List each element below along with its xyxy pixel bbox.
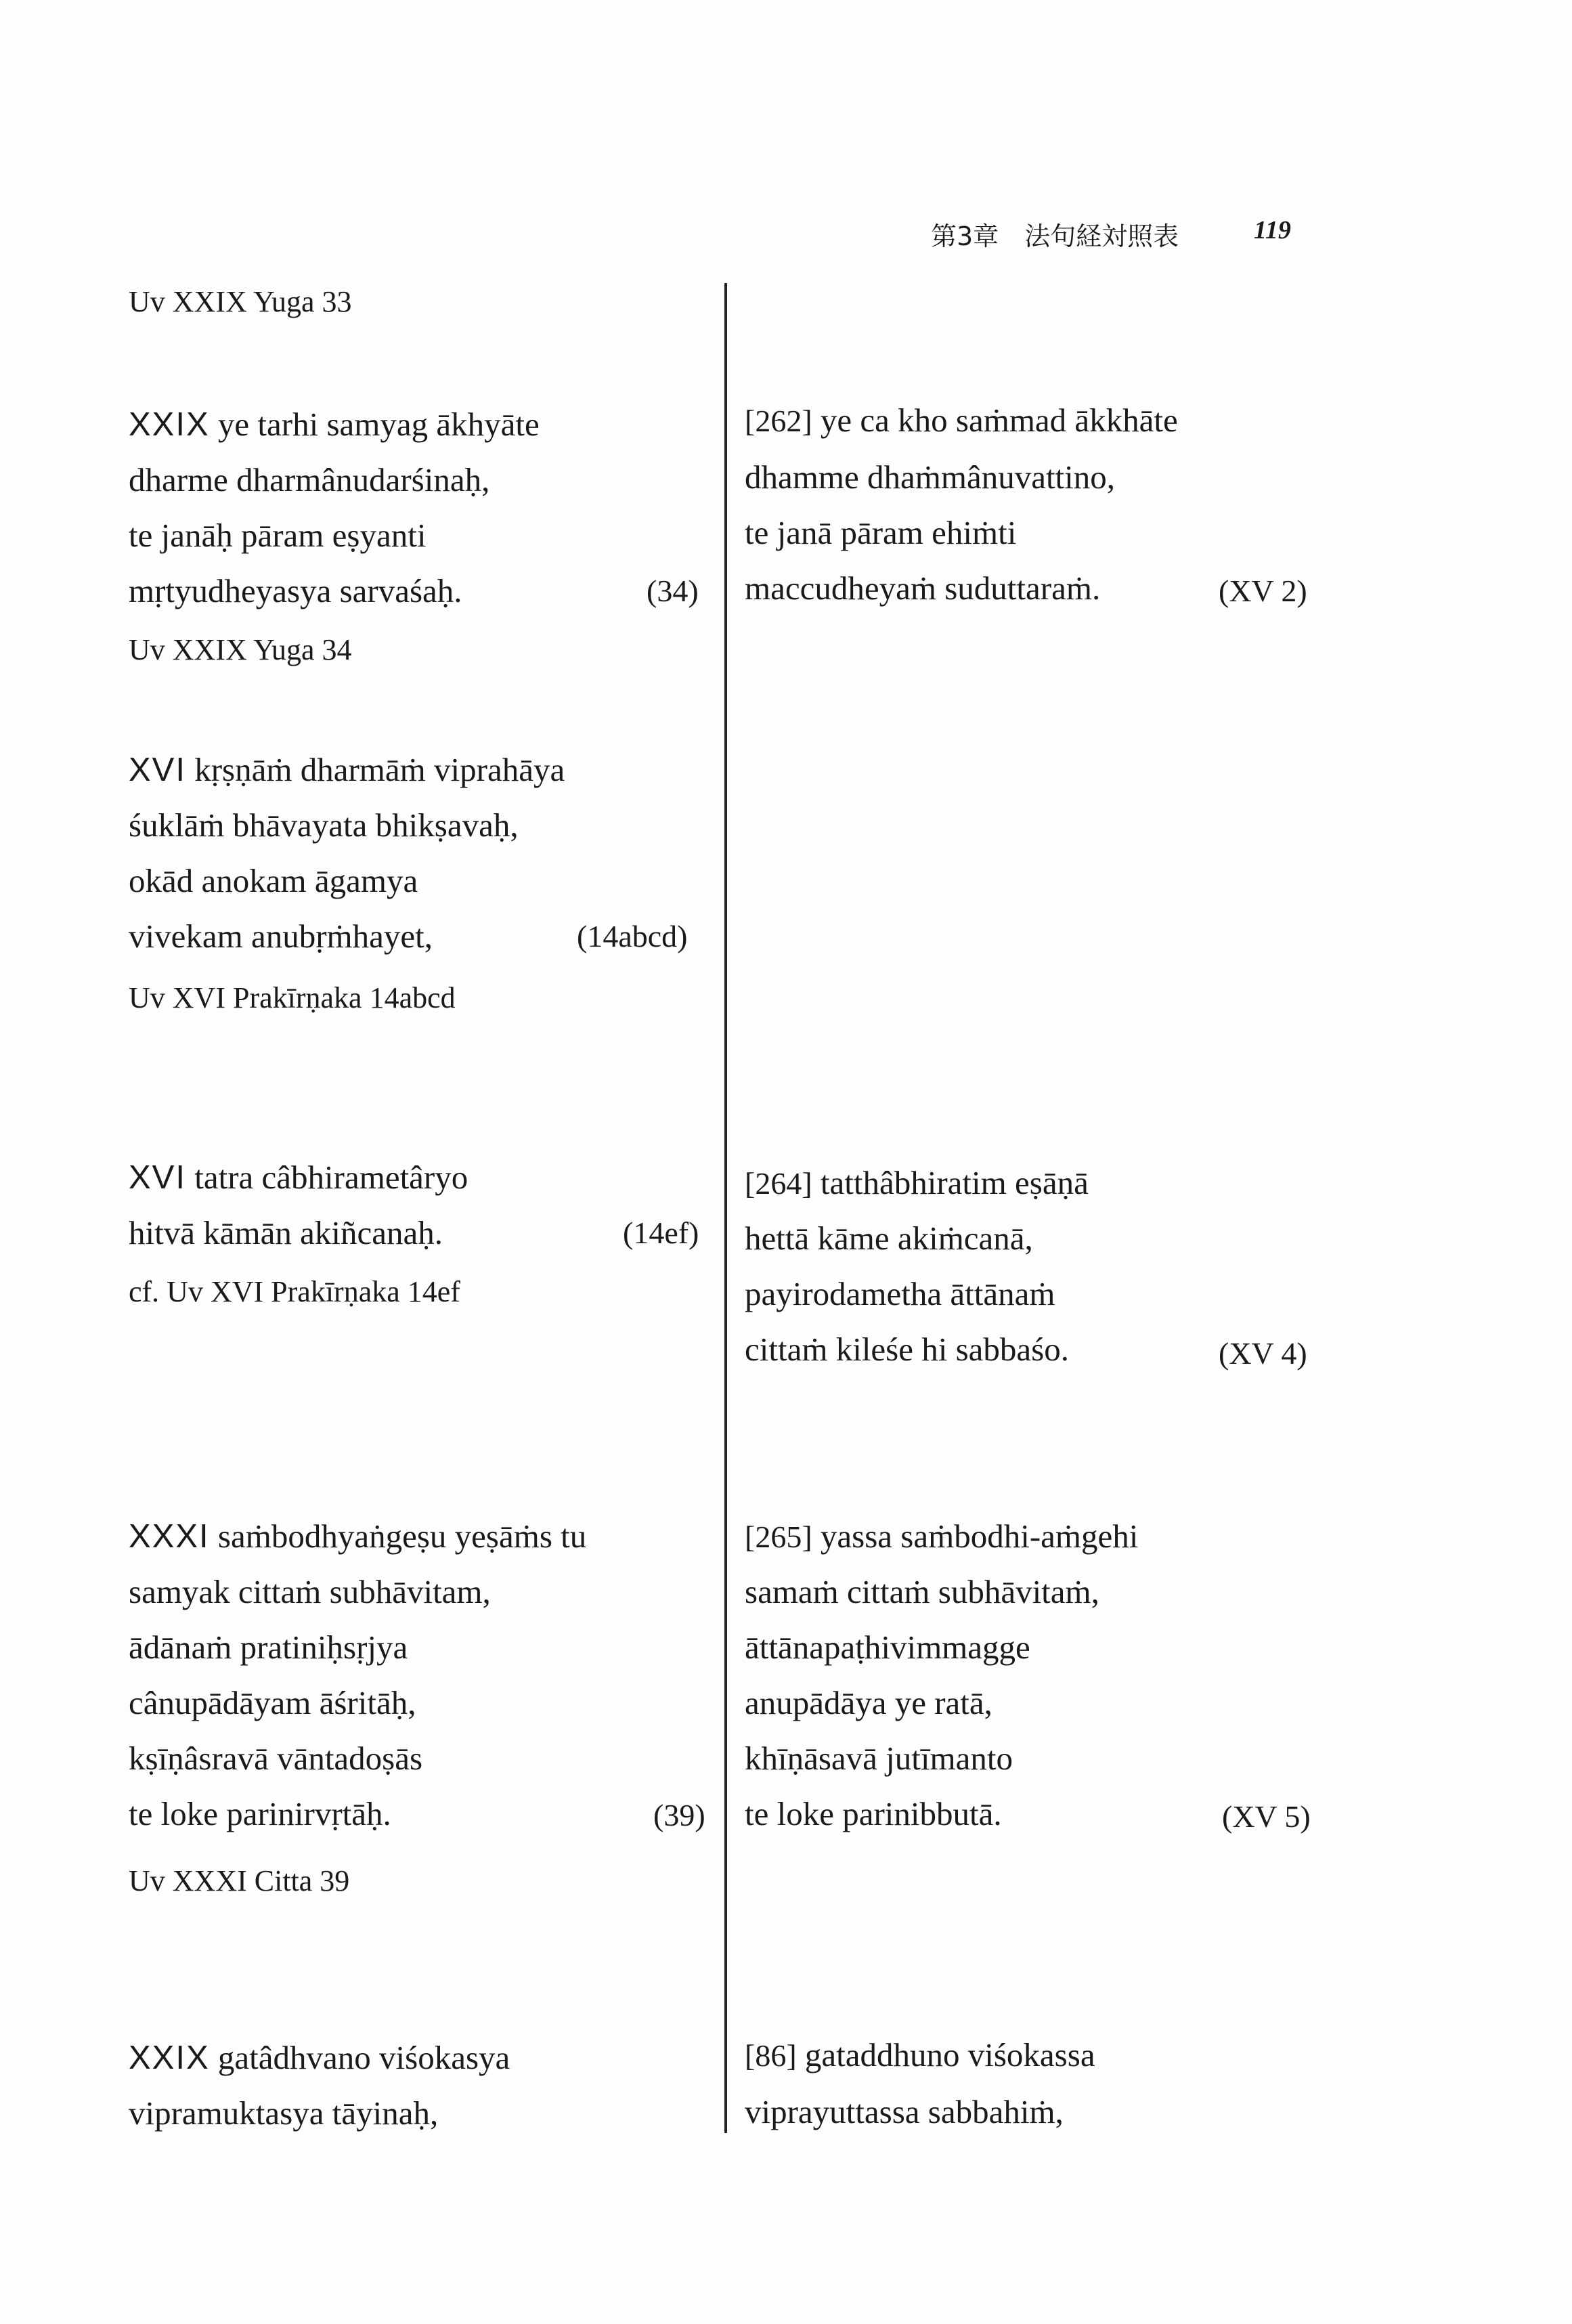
verse-first-line: [86] gataddhuno viśokassa (745, 2036, 1095, 2073)
verse-line: hettā kāme akiṁcanā, (745, 1220, 1033, 1257)
pali-verse-bracket: [264] (745, 1166, 812, 1201)
verse-line: te loke parinirvṛtāḥ. (129, 1795, 391, 1832)
verse-line: viprayuttassa sabbahiṁ, (745, 2093, 1064, 2130)
verse-number: (XV 4) (1219, 1336, 1307, 1371)
verse-line: anupādāya ye ratā, (745, 1684, 992, 1721)
verse-reference: Uv XXIX Yuga 34 (129, 633, 352, 666)
verse-number: (39) (653, 1798, 705, 1832)
page-number: 119 (1254, 216, 1291, 244)
verse-number: (14abcd) (577, 919, 688, 953)
verse-reference: Uv XVI Prakīrṇaka 14abcd (129, 981, 456, 1014)
verse-reference: cf. Uv XVI Prakīrṇaka 14ef (129, 1275, 460, 1308)
verse-line: ādānaṁ pratiniḥsṛjya (129, 1629, 408, 1666)
chapter-numeral: XXIX (129, 2040, 210, 2076)
verse-line: samaṁ cittaṁ subhāvitaṁ, (745, 1573, 1099, 1610)
column-divider (724, 283, 727, 2133)
verse-line: vipramuktasya tāyinaḥ, (129, 2094, 439, 2132)
verse-number: (XV 5) (1222, 1799, 1311, 1834)
verse-number: (XV 2) (1219, 574, 1307, 608)
verse-line: te janā pāram ehiṁti (745, 514, 1017, 551)
verse-reference: Uv XXXI Citta 39 (129, 1864, 350, 1897)
pali-verse-bracket: [265] (745, 1520, 812, 1554)
verse-line: maccudheyaṁ suduttaraṁ. (745, 569, 1101, 607)
verse-line: okād anokam āgamya (129, 862, 418, 899)
verse-first-line: XVI tatra câbhirametâryo (129, 1159, 468, 1196)
verse-line: āttānapaṭhivimmagge (745, 1629, 1030, 1666)
chapter-numeral: XVI (129, 1159, 186, 1196)
verse-number: (34) (647, 574, 699, 608)
verse-first-line: [262] ye ca kho saṁmad ākkhāte (745, 402, 1178, 439)
verse-line: dhamme dhaṁmânuvattino, (745, 458, 1116, 496)
verse-line: hitvā kāmān akiñcanaḥ. (129, 1214, 443, 1251)
verse-first-line: XVI kṛṣṇāṁ dharmāṁ viprahāya (129, 751, 565, 788)
pali-verse-bracket: [262] (745, 404, 812, 438)
verse-first-line: XXXI saṁbodhyaṅgeṣu yeṣāṁs tu (129, 1518, 587, 1555)
verse-line: payirodametha āttānaṁ (745, 1275, 1055, 1312)
verse-line: vivekam anubṛṁhayet, (129, 918, 433, 955)
verse-line: samyak cittaṁ subhāvitam, (129, 1573, 491, 1610)
pali-verse-bracket: [86] (745, 2038, 797, 2073)
verse-line: kṣīṇâsravā vāntadoṣās (129, 1740, 423, 1777)
chapter-numeral: XXXI (129, 1518, 210, 1555)
verse-line: te loke parinibbutā. (745, 1795, 1002, 1832)
verse-first-line: [264] tatthâbhiratim eṣāṇā (745, 1164, 1089, 1201)
chapter-header: 第3章 法句経対照表 (931, 221, 1179, 251)
verse-first-line: [265] yassa saṁbodhi-aṁgehi (745, 1518, 1139, 1555)
verse-line: cittaṁ kileśe hi sabbaśo. (745, 1331, 1069, 1368)
verse-first-line: XXIX ye tarhi samyag ākhyāte (129, 406, 540, 443)
verse-line: śuklāṁ bhāvayata bhikṣavaḥ, (129, 806, 519, 844)
verse-line: cânupādāyam āśritāḥ, (129, 1684, 416, 1721)
chapter-numeral: XVI (129, 752, 186, 788)
chapter-numeral: XXIX (129, 406, 210, 443)
verse-first-line: XXIX gatâdhvano viśokasya (129, 2039, 510, 2076)
verse-number: (14ef) (623, 1215, 699, 1250)
verse-reference: Uv XXIX Yuga 33 (129, 285, 352, 318)
verse-line: dharme dharmânudarśinaḥ, (129, 461, 490, 498)
verse-line: mṛtyudheyasya sarvaśaḥ. (129, 572, 462, 609)
verse-line: te janāḥ pāram eṣyanti (129, 517, 427, 554)
verse-line: khīṇāsavā jutīmanto (745, 1740, 1013, 1777)
